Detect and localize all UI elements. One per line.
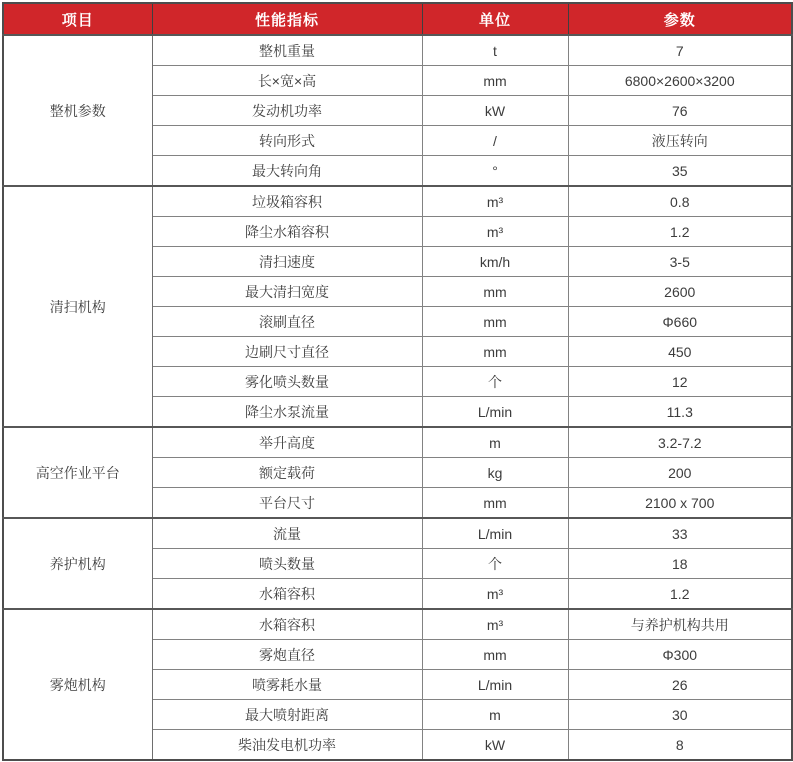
value-cell: 11.3 — [568, 397, 792, 428]
indicator-cell: 边刷尺寸直径 — [152, 337, 422, 367]
header-cell-value: 参数 — [568, 3, 792, 35]
indicator-cell: 喷头数量 — [152, 549, 422, 579]
value-cell: 35 — [568, 156, 792, 187]
value-cell: 33 — [568, 518, 792, 549]
unit-cell: mm — [422, 66, 568, 96]
indicator-cell: 清扫速度 — [152, 247, 422, 277]
unit-cell: mm — [422, 488, 568, 519]
value-cell: 26 — [568, 670, 792, 700]
indicator-cell: 水箱容积 — [152, 609, 422, 640]
group-name-cell: 整机参数 — [3, 35, 152, 186]
unit-cell: m³ — [422, 217, 568, 247]
value-cell: 液压转向 — [568, 126, 792, 156]
unit-cell: t — [422, 35, 568, 66]
indicator-cell: 水箱容积 — [152, 579, 422, 610]
indicator-cell: 最大清扫宽度 — [152, 277, 422, 307]
value-cell: 1.2 — [568, 217, 792, 247]
table-row — [3, 518, 792, 549]
unit-cell: m — [422, 700, 568, 730]
value-cell: 7 — [568, 35, 792, 66]
value-cell: 1.2 — [568, 579, 792, 610]
value-cell: 8 — [568, 730, 792, 761]
unit-cell: / — [422, 126, 568, 156]
unit-cell: kW — [422, 96, 568, 126]
indicator-cell: 整机重量 — [152, 35, 422, 66]
indicator-cell: 滚刷直径 — [152, 307, 422, 337]
table-row — [3, 35, 792, 66]
unit-cell: kW — [422, 730, 568, 761]
unit-cell: kg — [422, 458, 568, 488]
unit-cell: L/min — [422, 518, 568, 549]
indicator-cell: 最大转向角 — [152, 156, 422, 187]
unit-cell: mm — [422, 337, 568, 367]
value-cell: 76 — [568, 96, 792, 126]
unit-cell: 个 — [422, 549, 568, 579]
header-cell-indicator: 性能指标 — [152, 3, 422, 35]
indicator-cell: 长×宽×高 — [152, 66, 422, 96]
indicator-cell: 最大喷射距离 — [152, 700, 422, 730]
value-cell: 12 — [568, 367, 792, 397]
indicator-cell: 柴油发电机功率 — [152, 730, 422, 761]
indicator-cell: 平台尺寸 — [152, 488, 422, 519]
unit-cell: m — [422, 427, 568, 458]
unit-cell: 个 — [422, 367, 568, 397]
indicator-cell: 雾炮直径 — [152, 640, 422, 670]
table-row — [3, 609, 792, 640]
unit-cell: mm — [422, 640, 568, 670]
indicator-cell: 举升高度 — [152, 427, 422, 458]
unit-cell: m³ — [422, 579, 568, 610]
unit-cell: km/h — [422, 247, 568, 277]
indicator-cell: 垃圾箱容积 — [152, 186, 422, 217]
value-cell: Φ660 — [568, 307, 792, 337]
unit-cell: m³ — [422, 609, 568, 640]
group-name-cell: 雾炮机构 — [3, 609, 152, 760]
indicator-cell: 发动机功率 — [152, 96, 422, 126]
group-name-cell: 清扫机构 — [3, 186, 152, 427]
unit-cell: mm — [422, 307, 568, 337]
value-cell: 2600 — [568, 277, 792, 307]
group-name-cell: 高空作业平台 — [3, 427, 152, 518]
unit-cell: mm — [422, 277, 568, 307]
spec-table-body — [3, 35, 792, 760]
indicator-cell: 转向形式 — [152, 126, 422, 156]
value-cell: 0.8 — [568, 186, 792, 217]
unit-cell: ° — [422, 156, 568, 187]
value-cell: 18 — [568, 549, 792, 579]
unit-cell: L/min — [422, 670, 568, 700]
value-cell: 3-5 — [568, 247, 792, 277]
value-cell: 3.2-7.2 — [568, 427, 792, 458]
value-cell: 6800×2600×3200 — [568, 66, 792, 96]
header-cell-item: 项目 — [3, 3, 152, 35]
unit-cell: m³ — [422, 186, 568, 217]
indicator-cell: 喷雾耗水量 — [152, 670, 422, 700]
value-cell: 30 — [568, 700, 792, 730]
header-row — [3, 3, 792, 35]
unit-cell: L/min — [422, 397, 568, 428]
indicator-cell: 降尘水箱容积 — [152, 217, 422, 247]
indicator-cell: 流量 — [152, 518, 422, 549]
spec-table-header — [3, 3, 792, 35]
indicator-cell: 额定载荷 — [152, 458, 422, 488]
group-name-cell: 养护机构 — [3, 518, 152, 609]
value-cell: 200 — [568, 458, 792, 488]
table-row — [3, 186, 792, 217]
value-cell: Φ300 — [568, 640, 792, 670]
indicator-cell: 降尘水泵流量 — [152, 397, 422, 428]
table-row — [3, 427, 792, 458]
value-cell: 450 — [568, 337, 792, 367]
value-cell: 与养护机构共用 — [568, 609, 792, 640]
spec-table — [2, 2, 793, 761]
indicator-cell: 雾化喷头数量 — [152, 367, 422, 397]
value-cell: 2100 x 700 — [568, 488, 792, 519]
header-cell-unit: 单位 — [422, 3, 568, 35]
